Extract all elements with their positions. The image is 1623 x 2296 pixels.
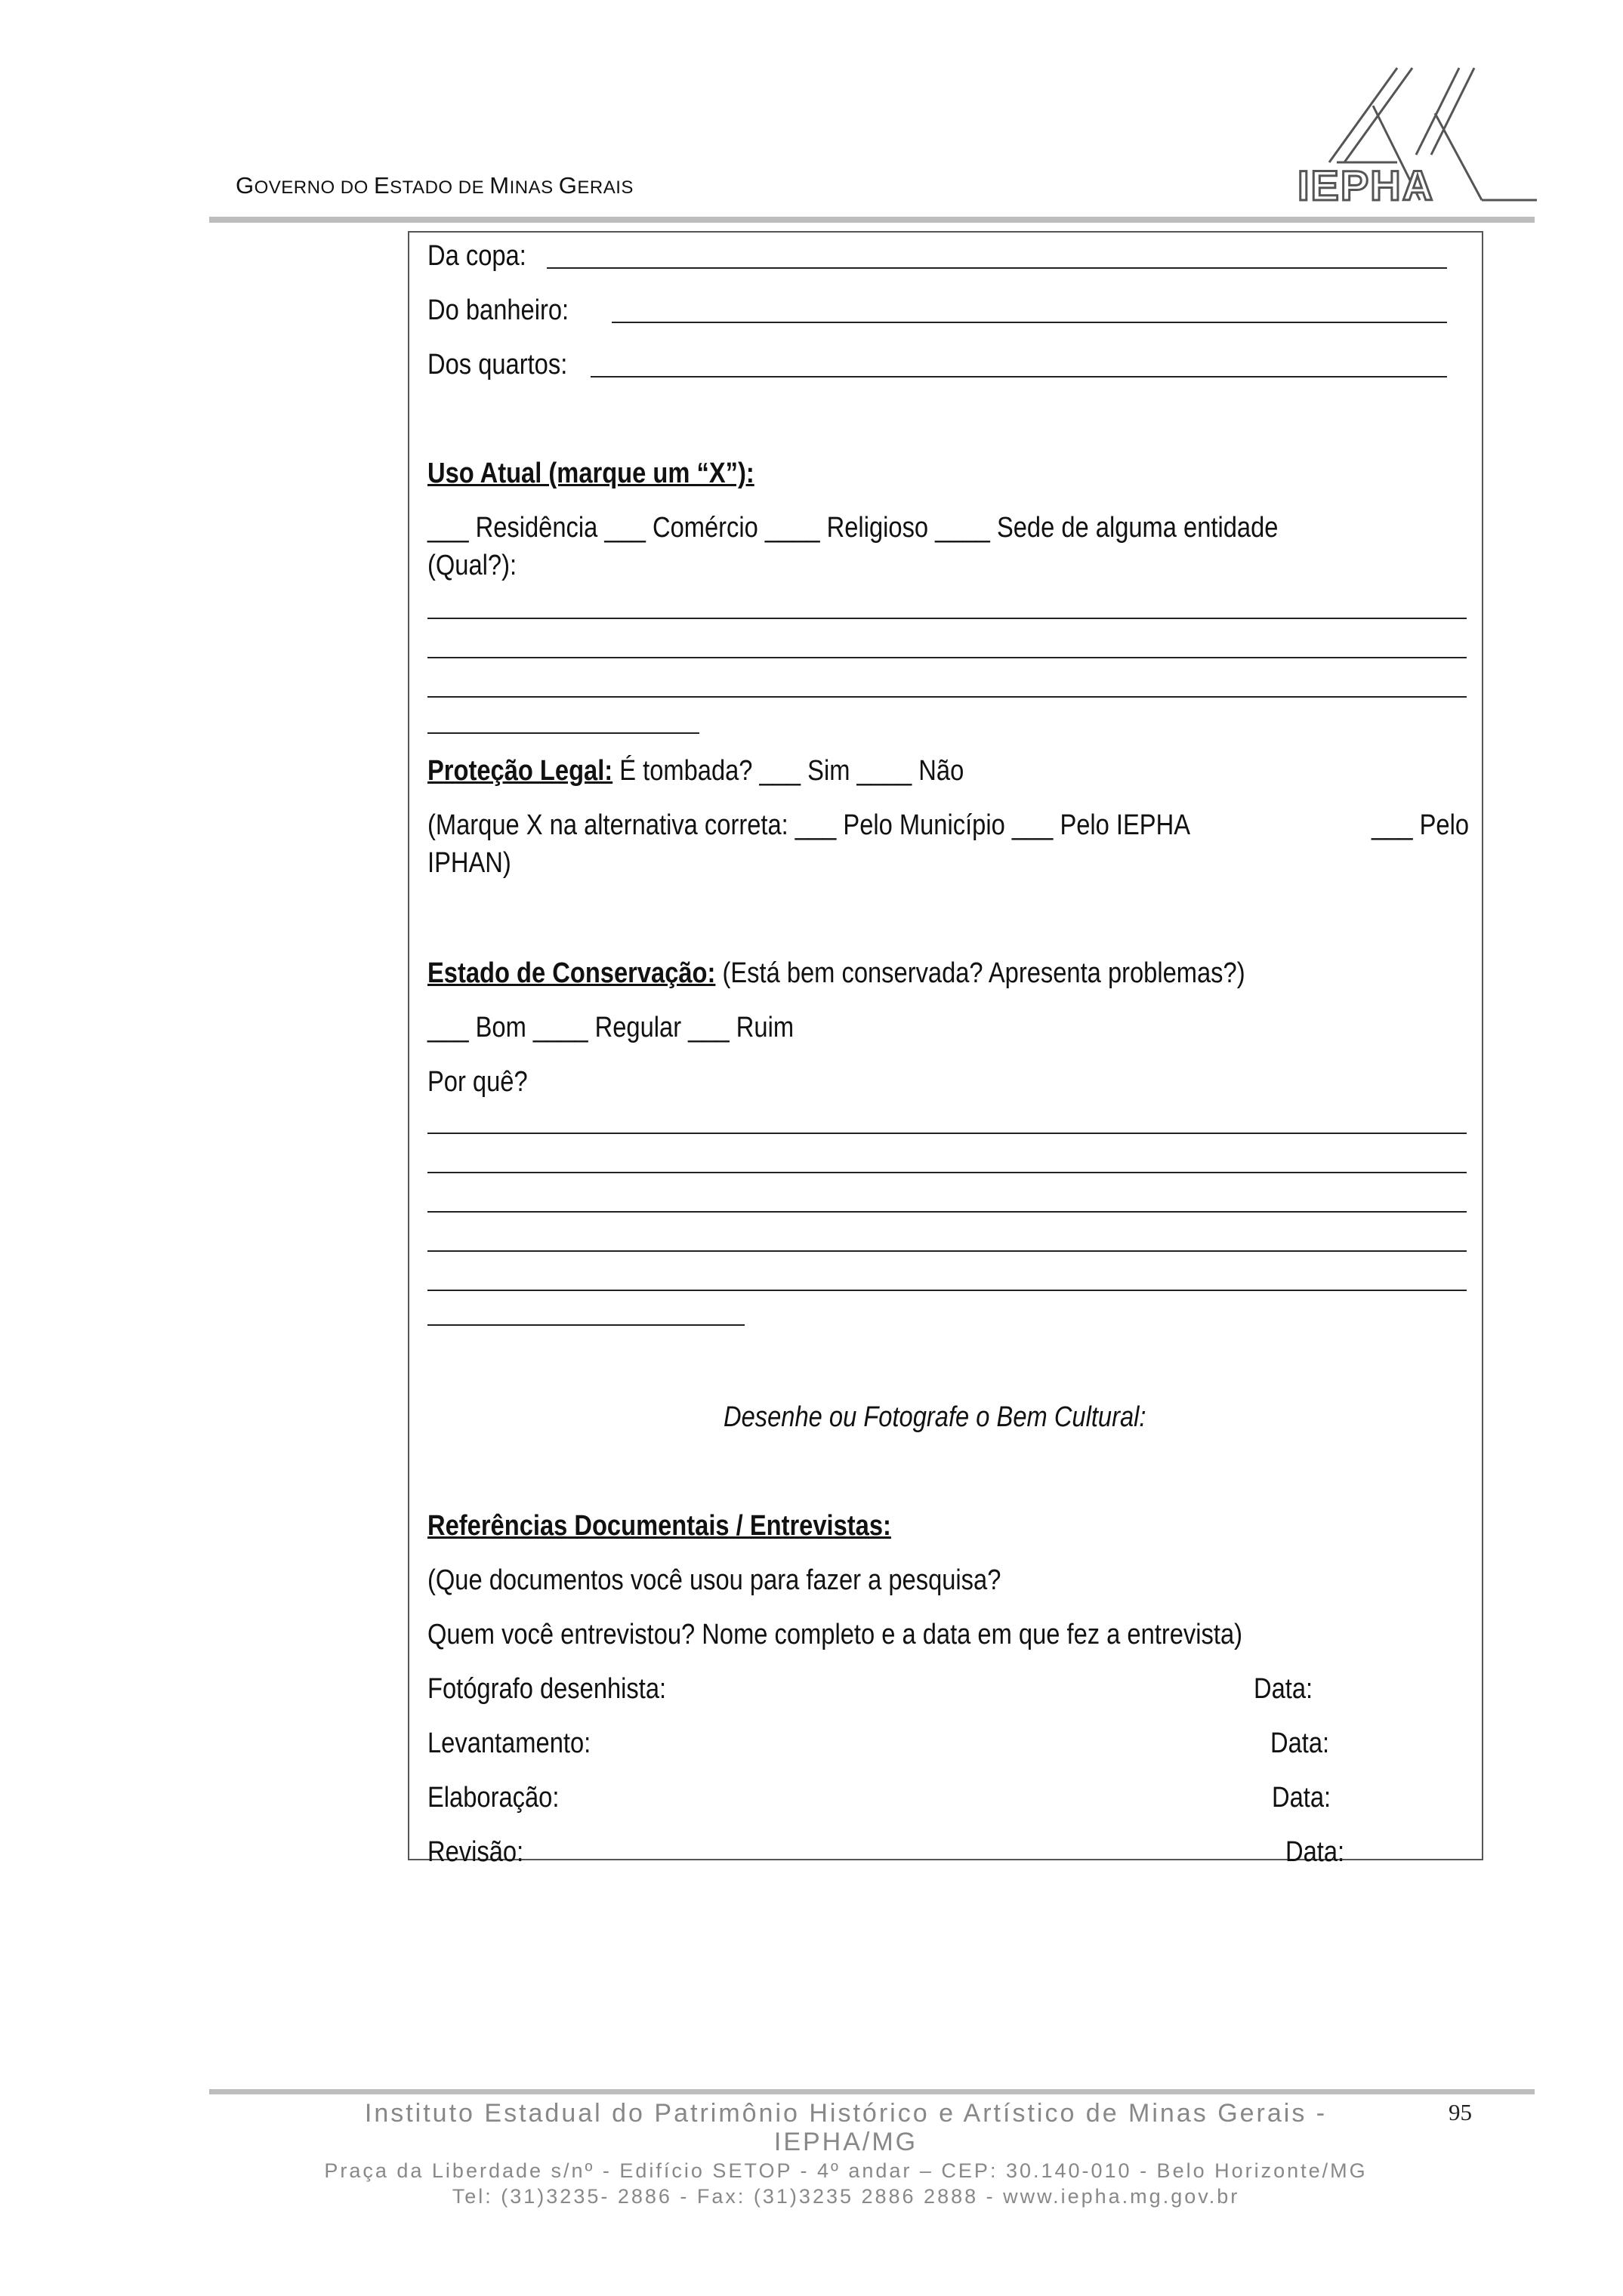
desenhe-caption: Desenhe ou Fotografe o Bem Cultural: (724, 1401, 1146, 1433)
elaboracao-data-label: Data: (1272, 1782, 1331, 1814)
da-copa-label: Da copa: (427, 240, 526, 272)
estado-row (427, 956, 1245, 991)
marque-pelo[interactable]: ___ Pelo (1372, 809, 1470, 841)
porque-line-2[interactable] (427, 1172, 1467, 1173)
estado-heading: Estado de Conservação: (427, 957, 716, 989)
fotografo-data-label: Data: (1254, 1673, 1313, 1705)
estado-options[interactable]: ___ Bom ____ Regular ___ Ruim (427, 1012, 795, 1043)
footer-contact: Tel: (31)3235- 2886 - Fax: (31)3235 2886 2888 - www.iepha.mg.gov.br (452, 2185, 1240, 2208)
dos-quartos-field[interactable] (591, 376, 1447, 378)
iepha-logo (1284, 60, 1541, 211)
marque-line[interactable]: (Marque X na alternativa correta: ___ Pelo Município ___ Pelo IEPHA (427, 809, 1191, 841)
footer-rule (209, 2089, 1535, 2094)
porque-line-3[interactable] (427, 1211, 1467, 1213)
fotografo-label: Fotógrafo desenhista: (427, 1673, 667, 1705)
do-banheiro-label: Do banheiro: (427, 294, 569, 326)
qual-label: (Qual?): (427, 550, 517, 581)
protecao-row (427, 754, 964, 788)
qual-line-1[interactable] (427, 618, 1467, 619)
footer-institution-line2: IEPHA/MG (773, 2128, 918, 2156)
estado-question: (Está bem conservada? Apresenta problemas?) (715, 957, 1245, 989)
uso-atual-heading: Uso Atual (marque um “X”): (427, 458, 754, 489)
header-rule (209, 217, 1535, 223)
header-title: GOVERNO DO ESTADO DE MINAS GERAIS (236, 172, 634, 199)
footer-address: Praça da Liberdade s/nº - Edifício SETOP - 4º andar – CEP: 30.140-010 - Belo Horizonte/MG (324, 2159, 1368, 2182)
dos-quartos-label: Dos quartos: (427, 349, 568, 381)
revisao-data-label: Data: (1285, 1836, 1345, 1868)
revisao-label: Revisão: (427, 1836, 524, 1868)
page-number: 95 (1449, 2099, 1472, 2125)
referencias-q1: (Que documentos você usou para fazer a pesquisa? (427, 1564, 1001, 1596)
porque-label: Por quê? (427, 1066, 528, 1098)
referencias-q2: Quem você entrevistou? Nome completo e a data em que fez a entrevista) (427, 1619, 1243, 1650)
qual-line-3[interactable] (427, 696, 1467, 698)
logo-text: IEPHA (1297, 162, 1435, 209)
qual-line-2[interactable] (427, 657, 1467, 658)
referencias-heading: Referências Documentais / Entrevistas: (427, 1510, 891, 1542)
porque-line-5[interactable] (427, 1290, 1467, 1291)
iphan-label: IPHAN) (427, 847, 511, 879)
uso-atual-options[interactable]: ___ Residência ___ Comércio ____ Religioso ____ Sede de alguma entidade (427, 512, 1279, 544)
protecao-options[interactable]: É tombada? ___ Sim ____ Não (612, 755, 964, 787)
levantamento-data-label: Data: (1270, 1727, 1330, 1759)
do-banheiro-field[interactable] (612, 322, 1447, 323)
levantamento-label: Levantamento: (427, 1727, 591, 1759)
porque-line-6[interactable] (427, 1324, 745, 1326)
footer-institution-line1: Instituto Estadual do Patrimônio Histórico e Artístico de Minas Gerais - (364, 2099, 1328, 2128)
protecao-heading: Proteção Legal: (427, 755, 613, 787)
elaboracao-label: Elaboração: (427, 1782, 560, 1814)
porque-line-1[interactable] (427, 1133, 1467, 1134)
qual-line-4[interactable] (427, 732, 699, 734)
da-copa-field[interactable] (547, 267, 1447, 269)
porque-line-4[interactable] (427, 1250, 1467, 1252)
